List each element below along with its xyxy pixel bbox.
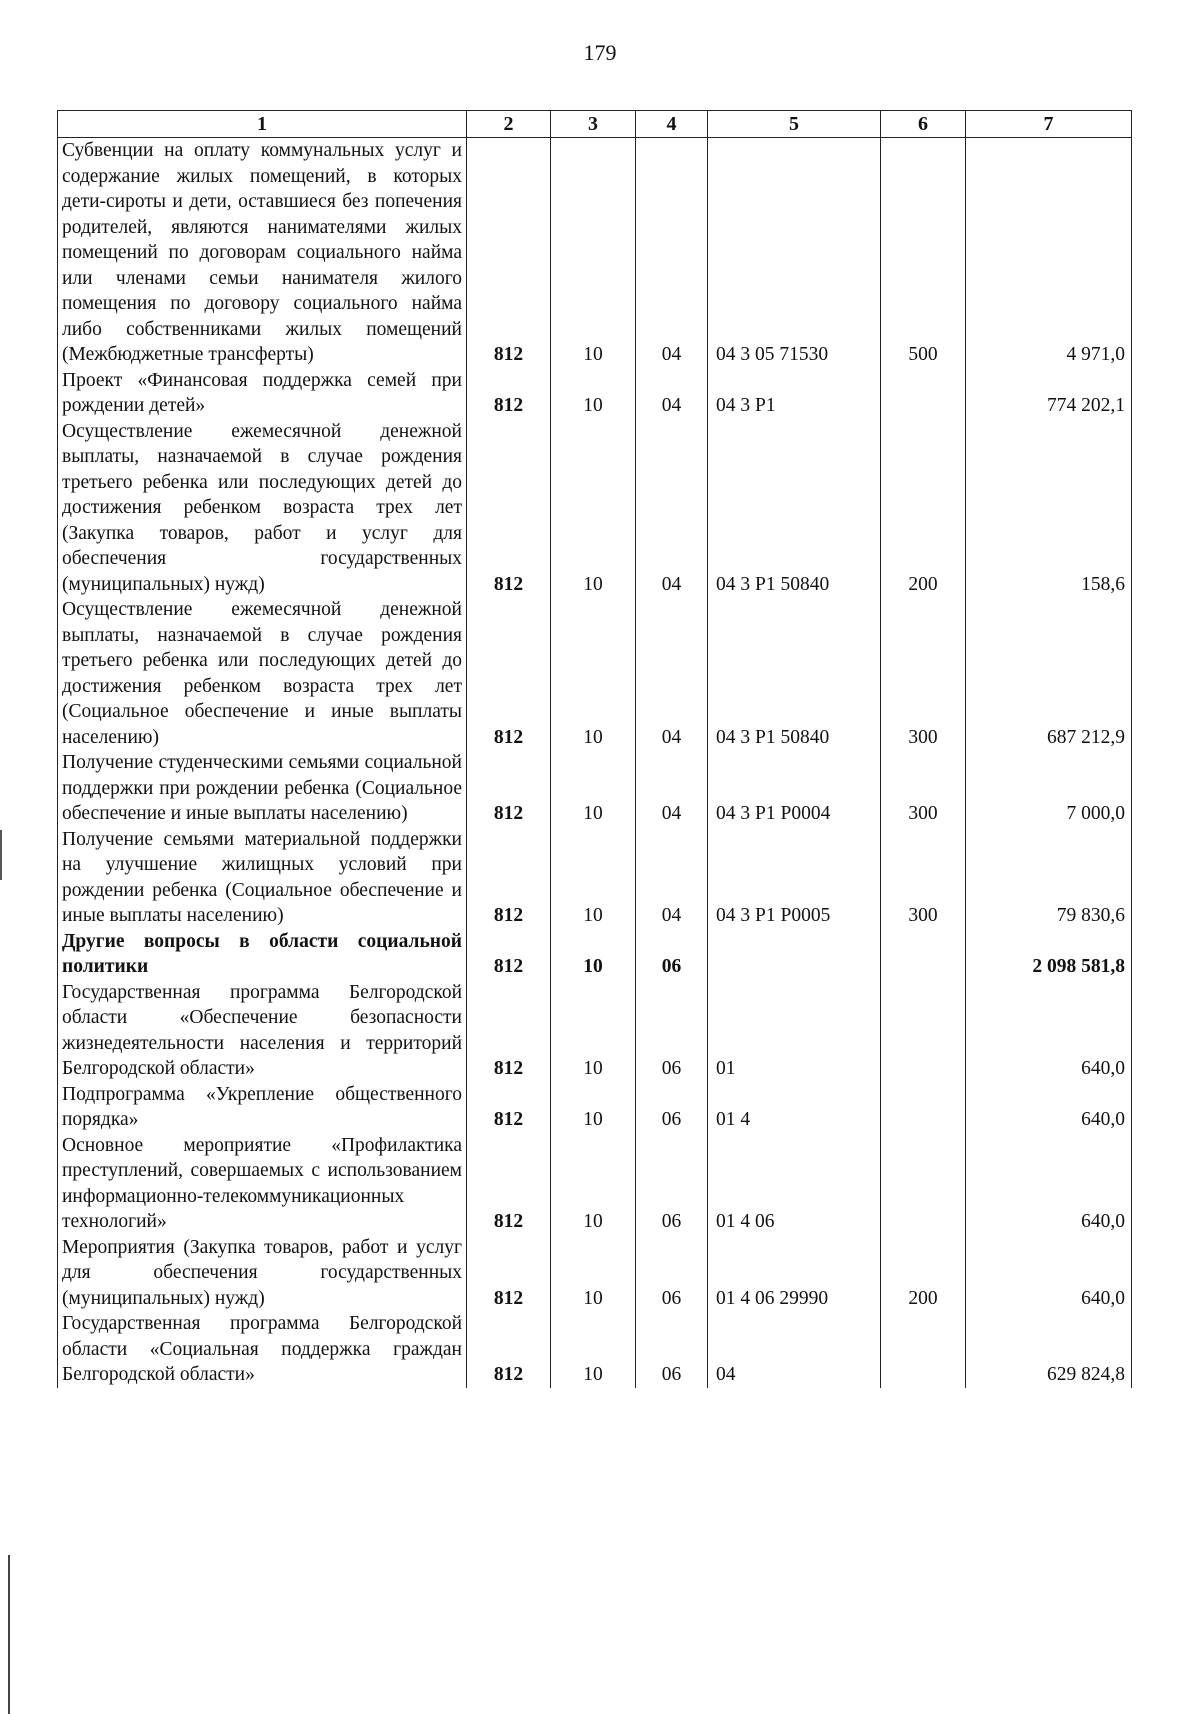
row-description: Государственная программа Белгородской области «Обеспечение безопасности жизнедеятельности населения и территорий Белгородской области» (58, 980, 467, 1082)
row-ministry-code: 812 (467, 1133, 551, 1235)
row-section: 10 (551, 1235, 636, 1312)
table-row (58, 1311, 1132, 1388)
row-subsection: 04 (636, 419, 708, 598)
row-expense-type (881, 1133, 966, 1235)
row-description: Основное мероприятие «Профилактика преступлений, совершаемых с использованием информационно-телекоммуникационных технологий» (58, 1133, 467, 1235)
row-subsection: 06 (636, 929, 708, 980)
row-target-article: 01 4 06 (708, 1133, 881, 1235)
row-description: Мероприятия (Закупка товаров, работ и услуг для обеспечения государственных (муниципальных) нужд) (58, 1235, 467, 1312)
row-section: 10 (551, 827, 636, 929)
table-row (58, 597, 1132, 750)
row-expense-type (881, 1311, 966, 1388)
table-body (58, 138, 1132, 1388)
row-target-article: 01 4 (708, 1082, 881, 1133)
row-ministry-code: 812 (467, 750, 551, 827)
row-description: Проект «Финансовая поддержка семей при рождении детей» (58, 368, 467, 419)
row-ministry-code: 812 (467, 980, 551, 1082)
row-description: Субвенции на оплату коммунальных услуг и содержание жилых помещений, в которых дети-сироты и дети, оставшиеся без попечения родителей, являются нанимателями жилых помещений по договорам социального найма или членами семьи нанимателя жилого помещения по договору социального найма либо собственниками жилых помещений (Межбюджетные трансферты) (58, 138, 467, 368)
row-amount: 640,0 (966, 1235, 1132, 1312)
row-expense-type: 200 (881, 1235, 966, 1312)
row-amount: 7 000,0 (966, 750, 1132, 827)
table-row (58, 419, 1132, 598)
row-amount: 158,6 (966, 419, 1132, 598)
row-description: Получение семьями материальной поддержки на улучшение жилищных условий при рождении ребенка (Социальное обеспечение и иные выплаты населению) (58, 827, 467, 929)
row-target-article: 04 3 P1 (708, 368, 881, 419)
row-expense-type (881, 980, 966, 1082)
budget-table-container (57, 110, 1131, 1388)
row-amount: 640,0 (966, 1082, 1132, 1133)
scan-margin-mark (0, 830, 2, 880)
table-row (58, 368, 1132, 419)
column-header-2: 2 (467, 111, 551, 138)
table-row (58, 750, 1132, 827)
row-ministry-code: 812 (467, 597, 551, 750)
column-header-4: 4 (636, 111, 708, 138)
table-row (58, 827, 1132, 929)
row-target-article: 04 (708, 1311, 881, 1388)
row-target-article: 04 3 P1 P0004 (708, 750, 881, 827)
row-expense-type: 300 (881, 597, 966, 750)
column-header-5: 5 (708, 111, 881, 138)
row-expense-type: 200 (881, 419, 966, 598)
row-subsection: 04 (636, 750, 708, 827)
row-ministry-code: 812 (467, 1311, 551, 1388)
row-expense-type: 300 (881, 827, 966, 929)
row-section: 10 (551, 929, 636, 980)
row-section: 10 (551, 138, 636, 368)
table-row (58, 138, 1132, 368)
row-subsection: 04 (636, 368, 708, 419)
row-description: Осуществление ежемесячной денежной выплаты, назначаемой в случае рождения третьего ребенка или последующих детей до достижения ребенком возраста трех лет (Закупка товаров, работ и услуг для обеспечения государственных (муниципальных) нужд) (58, 419, 467, 598)
table-header (58, 111, 1132, 138)
row-amount: 629 824,8 (966, 1311, 1132, 1388)
row-description: Осуществление ежемесячной денежной выплаты, назначаемой в случае рождения третьего ребенка или последующих детей до достижения ребенком возраста трех лет (Социальное обеспечение и иные выплаты населению) (58, 597, 467, 750)
row-subsection: 04 (636, 138, 708, 368)
row-target-article: 04 3 P1 P0005 (708, 827, 881, 929)
row-ministry-code: 812 (467, 1082, 551, 1133)
row-amount: 2 098 581,8 (966, 929, 1132, 980)
row-target-article: 04 3 05 71530 (708, 138, 881, 368)
header-row (58, 111, 1132, 138)
row-amount: 774 202,1 (966, 368, 1132, 419)
row-target-article (708, 929, 881, 980)
row-ministry-code: 812 (467, 138, 551, 368)
row-description: Другие вопросы в области социальной политики (58, 929, 467, 980)
column-header-3: 3 (551, 111, 636, 138)
scan-margin-line (8, 1555, 10, 1714)
row-ministry-code: 812 (467, 1235, 551, 1312)
column-header-7: 7 (966, 111, 1132, 138)
row-subsection: 06 (636, 1082, 708, 1133)
column-header-6: 6 (881, 111, 966, 138)
row-section: 10 (551, 750, 636, 827)
table-row (58, 1082, 1132, 1133)
budget-table (57, 110, 1132, 1388)
table-row (58, 1235, 1132, 1312)
row-section: 10 (551, 1133, 636, 1235)
row-section: 10 (551, 980, 636, 1082)
row-expense-type: 300 (881, 750, 966, 827)
row-target-article: 04 3 P1 50840 (708, 419, 881, 598)
row-section: 10 (551, 1082, 636, 1133)
table-row (58, 980, 1132, 1082)
row-amount: 640,0 (966, 980, 1132, 1082)
row-expense-type: 500 (881, 138, 966, 368)
row-amount: 687 212,9 (966, 597, 1132, 750)
page-number: 179 (583, 40, 617, 65)
row-amount: 640,0 (966, 1133, 1132, 1235)
row-description: Подпрограмма «Укрепление общественного порядка» (58, 1082, 467, 1133)
row-subsection: 06 (636, 1133, 708, 1235)
row-section: 10 (551, 368, 636, 419)
row-target-article: 01 4 06 29990 (708, 1235, 881, 1312)
table-row (58, 1133, 1132, 1235)
row-target-article: 01 (708, 980, 881, 1082)
row-expense-type (881, 1082, 966, 1133)
row-ministry-code: 812 (467, 419, 551, 598)
row-expense-type (881, 368, 966, 419)
row-amount: 4 971,0 (966, 138, 1132, 368)
row-description: Получение студенческими семьями социальной поддержки при рождении ребенка (Социальное обеспечение и иные выплаты населению) (58, 750, 467, 827)
row-section: 10 (551, 597, 636, 750)
row-subsection: 04 (636, 597, 708, 750)
row-description: Государственная программа Белгородской области «Социальная поддержка граждан Белгородской области» (58, 1311, 467, 1388)
row-subsection: 06 (636, 980, 708, 1082)
row-expense-type (881, 929, 966, 980)
table-row (58, 929, 1132, 980)
row-ministry-code: 812 (467, 827, 551, 929)
row-ministry-code: 812 (467, 929, 551, 980)
row-section: 10 (551, 1311, 636, 1388)
row-section: 10 (551, 419, 636, 598)
row-subsection: 06 (636, 1311, 708, 1388)
column-header-1: 1 (58, 111, 467, 138)
row-subsection: 04 (636, 827, 708, 929)
row-subsection: 06 (636, 1235, 708, 1312)
row-ministry-code: 812 (467, 368, 551, 419)
row-amount: 79 830,6 (966, 827, 1132, 929)
row-target-article: 04 3 P1 50840 (708, 597, 881, 750)
